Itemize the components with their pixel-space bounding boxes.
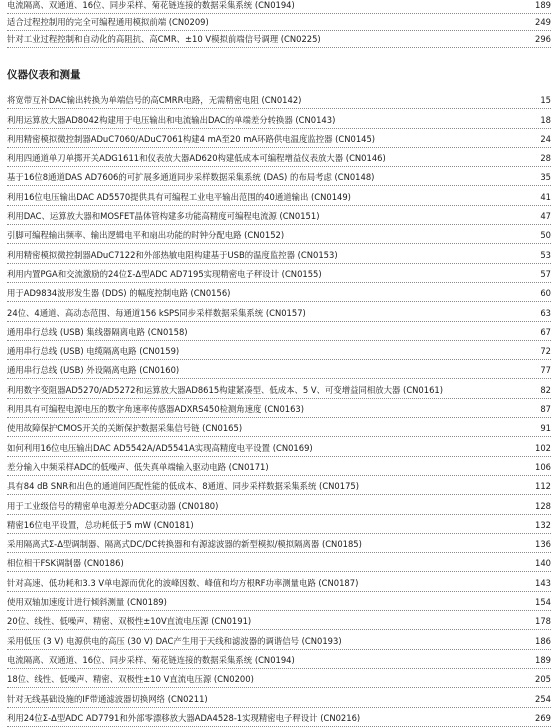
toc-entry[interactable] — [7, 129, 551, 148]
toc-entry-title: 利用精密模拟微控制器ADuC7060/ADuC7061构建4 mA至20 mA环路供电温度监控器 (CN0145) — [7, 133, 376, 144]
toc-entry-title: 利用数字变阻器AD5270/AD5272和运算放大器AD8615构建紧凑型、低成本、5 V、可变增益同相放大器 (CN0161) — [7, 384, 444, 395]
toc-entry-page-number: 106 — [535, 461, 551, 472]
toc-entry[interactable] — [7, 572, 551, 591]
toc-entry-page-number: 154 — [535, 597, 551, 608]
toc-entry[interactable] — [7, 225, 551, 244]
toc-entry-page-number: 128 — [535, 500, 551, 511]
toc-entry-page-number: 47 — [540, 211, 551, 222]
toc-entry-title: 18位、线性、低噪声、精密、双极性±10 V直流电压源 (CN0200) — [7, 674, 254, 685]
toc-entry-page-number: 140 — [535, 558, 551, 569]
toc-entry-title: 采用隔离式Σ-Δ型调制器、隔离式DC/DC转换器和有源滤波器的新型模拟/模拟隔离器 (CN0185) — [7, 539, 362, 550]
toc-entry-title: 用于工业级信号的精密单电源差分ADC驱动器 (CN0180) — [7, 500, 219, 511]
toc-entry[interactable] — [7, 592, 551, 611]
toc-entry-page-number: 77 — [540, 365, 551, 376]
toc-entry-title: 如何利用16位电压输出DAC AD5542A/AD5541A实现高精度电平设置 (CN0169) — [7, 442, 313, 453]
section-heading: 仪器仪表和测量 — [7, 69, 81, 81]
toc-entry[interactable] — [7, 206, 551, 225]
toc-entry-page-number: 60 — [540, 288, 551, 299]
toc-entry[interactable] — [7, 244, 551, 263]
toc-entry-title: 利用16位电压输出DAC AD5570提供具有可编程工业电平输出范围的40通道输出 (CN0149) — [7, 191, 351, 202]
toc-entry[interactable] — [7, 148, 551, 167]
toc-entry-title: 针对高速、低功耗和3.3 V单电源而优化的波峰因数、峰值和均方根RF功率测量电路 (CN0187) — [7, 577, 359, 588]
toc-entry-page-number: 132 — [535, 519, 551, 530]
toc-entry[interactable] — [7, 418, 551, 437]
toc-entry-title: 电流隔离、双通道、16位、同步采样、菊花链连接的数据采集系统 (CN0194) — [7, 0, 295, 10]
toc-entry[interactable] — [7, 457, 551, 476]
toc-entry[interactable] — [7, 399, 551, 418]
toc-entry[interactable] — [7, 534, 551, 553]
toc-entry-title: 20位、线性、低噪声、精密、双极性±10V直流电压源 (CN0191) — [7, 616, 252, 627]
toc-entry-title: 使用双轴加速度计进行倾斜测量 (CN0189) — [7, 597, 167, 608]
toc-entry[interactable] — [7, 515, 551, 534]
toc-entry-title: 采用低压 (3 V) 电源供电的高压 (30 V) DAC产生用于天线和滤波器的调谐信号 (CN0193) — [7, 635, 342, 646]
toc-entry-page-number: 24 — [540, 133, 551, 144]
toc-entry-page-number: 87 — [540, 404, 551, 415]
toc-entry[interactable] — [7, 14, 551, 31]
toc-entry-page-number: 143 — [535, 577, 551, 588]
toc-entry-page-number: 28 — [540, 153, 551, 164]
toc-entry-page-number: 189 — [535, 654, 551, 665]
toc-entry[interactable] — [7, 708, 551, 727]
toc-entry-title: 利用精密模拟微控制器ADuC7122和外部热敏电阻构建基于USB的温度监控器 (CN0153) — [7, 249, 338, 260]
toc-entry-page-number: 53 — [540, 249, 551, 260]
toc-entry-title: 利用DAC、运算放大器和MOSFET晶体管构建多功能高精度可编程电流源 (CN0151) — [7, 211, 320, 222]
toc-entry-page-number: 18 — [540, 114, 551, 125]
toc-entry-page-number: 57 — [540, 268, 551, 279]
toc-entry-page-number: 254 — [535, 693, 551, 704]
toc-entry[interactable] — [7, 553, 551, 572]
toc-entry[interactable] — [7, 186, 551, 205]
toc-entry-title: 适合过程控制用的完全可编程通用模拟前端 (CN0209) — [7, 17, 209, 27]
toc-entry[interactable] — [7, 360, 551, 379]
toc-entry-page-number: 15 — [540, 95, 551, 106]
toc-entry-page-number: 41 — [540, 191, 551, 202]
toc-entry-page-number: 72 — [540, 346, 551, 357]
toc-entry[interactable] — [7, 476, 551, 495]
toc-entry-title: 利用内置PGA和交流激励的24位Σ-Δ型ADC AD7195实现精密电子秤设计 (CN0155) — [7, 268, 322, 279]
toc-entry-title: 针对无线基础设施的IF带通滤波器切换网络 (CN0211) — [7, 693, 208, 704]
toc-entry[interactable] — [7, 611, 551, 630]
toc-entry-page-number: 50 — [540, 230, 551, 241]
toc-entry-title: 通用串行总线 (USB) 外设隔离电路 (CN0160) — [7, 365, 180, 376]
toc-entry-page-number: 112 — [535, 481, 551, 492]
toc-entry-page-number: 249 — [535, 17, 551, 27]
toc-entry-title: 差分输入中频采样ADC的低噪声、低失真单端输入驱动电路 (CN0171) — [7, 461, 269, 472]
toc-entry[interactable] — [7, 322, 551, 341]
toc-entry-title: 通用串行总线 (USB) 集线器隔离电路 (CN0158) — [7, 326, 188, 337]
toc-entry[interactable] — [7, 0, 551, 14]
toc-entry-title: 针对工业过程控制和自动化的高阻抗、高CMR、±10 V模拟前端信号调理 (CN0225) — [7, 34, 321, 44]
toc-entry[interactable] — [7, 379, 551, 398]
toc-entry-title: 24位、4通道、高动态范围、每通道156 kSPS同步采样数据采集系统 (CN0157) — [7, 307, 306, 318]
toc-entry-title: 引脚可编程输出频率、输出逻辑电平和扇出功能的时钟分配电路 (CN0152) — [7, 230, 285, 241]
toc-entry-page-number: 136 — [535, 539, 551, 550]
toc-entry[interactable] — [7, 302, 551, 321]
toc-entry-title: 相位相干FSK调制器 (CN0186) — [7, 558, 124, 569]
toc-entry-page-number: 35 — [540, 172, 551, 183]
toc-entry-title: 使用故障保护CMOS开关的关断保护数据采集信号链 (CN0165) — [7, 423, 243, 434]
toc-entry-title: 具有84 dB SNR和出色的通道间匹配性能的低成本、8通道、同步采样数据采集系统 (CN0175) — [7, 481, 360, 492]
toc-entry-page-number: 102 — [535, 442, 551, 453]
toc-entry-title: 通用串行总线 (USB) 电缆隔离电路 (CN0159) — [7, 346, 180, 357]
toc-entry[interactable] — [7, 90, 551, 109]
toc-entry-page-number: 67 — [540, 326, 551, 337]
toc-entry-title: 利用运算放大器AD8042构建用于电压输出和电流输出DAC的单端差分转换器 (CN0143) — [7, 114, 336, 125]
toc-entry-page-number: 205 — [535, 674, 551, 685]
toc-entry-title: 用于AD9834波形发生器 (DDS) 的幅度控制电路 (CN0156) — [7, 288, 231, 299]
toc-entry-page-number: 189 — [535, 0, 551, 10]
toc-entry-page-number: 186 — [535, 635, 551, 646]
toc-entry[interactable] — [7, 283, 551, 302]
toc-entry-page-number: 82 — [540, 384, 551, 395]
toc-entry-title: 精密16位电平设置，总功耗低于5 mW (CN0181) — [7, 519, 194, 530]
toc-entry-page-number: 269 — [535, 712, 551, 723]
toc-entry-page-number: 91 — [540, 423, 551, 434]
toc-entry[interactable] — [7, 437, 551, 456]
toc-entry[interactable] — [7, 109, 551, 128]
toc-entry[interactable] — [7, 669, 551, 688]
toc-entry-title: 利用24位Σ-Δ型ADC AD7791和外部零漂移放大器ADA4528-1实现精密电子秤设计 (CN0216) — [7, 712, 361, 723]
toc-entry[interactable] — [7, 630, 551, 649]
toc-entry-title: 利用具有可编程电源电压的数字角速率传感器ADXRS450检测角速度 (CN0163) — [7, 404, 305, 415]
toc-entry[interactable] — [7, 264, 551, 283]
toc-entry-title: 基于16位8通道DAS AD7606的可扩展多通道同步采样数据采集系统 (DAS) 的布局考虑 (CN0148) — [7, 172, 375, 183]
toc-entry[interactable] — [7, 650, 551, 669]
toc-section-group — [7, 90, 551, 727]
toc-entry-page-number: 296 — [535, 34, 551, 44]
toc-entry-title: 将宽带互补DAC输出转换为单端信号的高CMRR电路，无需精密电阻 (CN0142) — [7, 95, 302, 106]
toc-top-group — [7, 0, 551, 48]
toc-entry[interactable] — [7, 341, 551, 360]
toc-entry-page-number: 178 — [535, 616, 551, 627]
toc-entry-page-number: 63 — [540, 307, 551, 318]
toc-entry[interactable] — [7, 688, 551, 707]
toc-entry[interactable] — [7, 31, 551, 48]
toc-entry[interactable] — [7, 167, 551, 186]
toc-entry-title: 电流隔离、双通道、16位、同步采样、菊花链连接的数据采集系统 (CN0194) — [7, 654, 295, 665]
toc-entry[interactable] — [7, 495, 551, 514]
toc-entry-title: 利用四通道单刀单掷开关ADG1611和仪表放大器AD620构建低成本可编程增益仪表放大器 (CN0146) — [7, 153, 386, 164]
